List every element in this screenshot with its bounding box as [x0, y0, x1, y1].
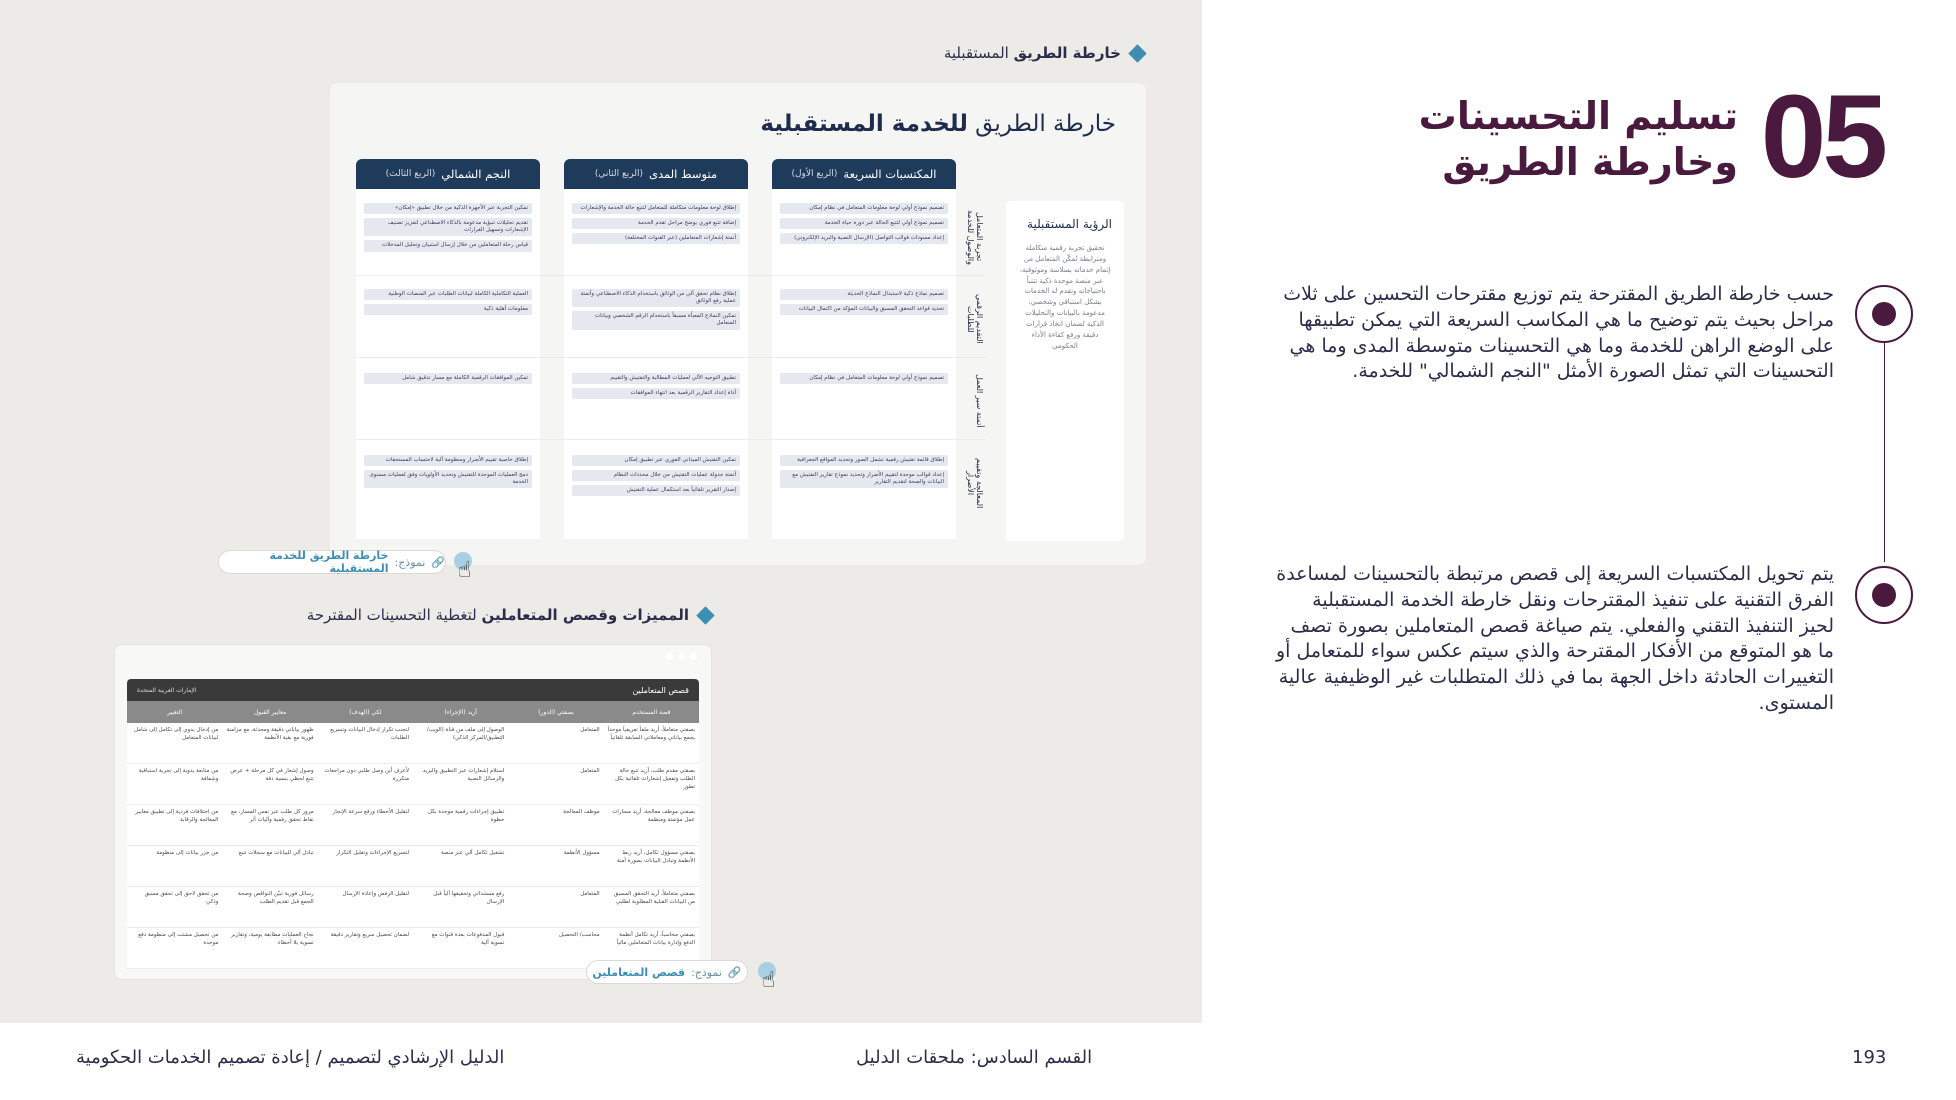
table-cell: بصفتي موظف معالجة، أريد مسارات عمل مؤتمتة ومنظمة: [612, 809, 695, 823]
phase-name: متوسط المدى: [648, 167, 718, 181]
hand-cursor-icon: ☝: [762, 968, 776, 993]
timeline-bullet: [1855, 566, 1913, 624]
table-cell: رسائل فورية تبيّن النواقص وصحة الجمع قبل تقديم الطلب: [237, 891, 314, 905]
table-cell: بصفتي متعاملاً، أريد التحقق المسبق من البيانات القبلية المطلوبة لطلبي: [613, 891, 695, 905]
section-title-line1: تسليم التحسينات: [1418, 94, 1738, 138]
col-header: أريد (الإجراء): [444, 708, 477, 716]
vision-title: الرؤية المستقبلية: [1027, 217, 1112, 231]
table-cell: استلام إشعارات عبر التطبيق والبريد والرسائل النصية: [422, 768, 505, 782]
roadmap-cell: [572, 455, 740, 496]
row-separator: [356, 439, 986, 440]
table-cell: رفع مستنداتي وتحقيقها آلياً قبل الإرسال: [433, 891, 505, 905]
table-cell: لتجنب تكرار إدخال البيانات وتسريع الطلبات: [330, 727, 410, 741]
col-header: بصفتي (الدور): [538, 708, 574, 716]
phase-sub: (الربع الثالث): [385, 169, 436, 179]
page-number: 193: [1852, 1047, 1887, 1068]
section-number: 05: [1760, 71, 1884, 203]
roadmap-item: إطلاق قائمة تفتيش رقمية تشمل الصور وتحديد المواقع الجغرافية: [780, 455, 948, 466]
roadmap-item: تصميم نماذج ذكية لاستبدال النماذج الحديثة: [780, 289, 948, 300]
paragraph-stories: يتم تحويل المكتسبات السريعة إلى قصص مرتبطة بالتحسينات لمساعدة الفرق التقنية على تنفيذ المقترحات ونقل خارطة الخدمة المستقبلية لحيز التنفيذ التقني والفعلي. يتم صياغة قصص المتعاملين بصورة تصف ما هو المتوقع من الأفكار المقترحة والذي سيتم عكس سواء للمتعامل أو التغييرات الحادثة داخل الجهة بما في ذلك المتطلبات غير الوظيفية عالية المستوى.: [1275, 563, 1834, 715]
table-cell: من جزر بيانات إلى منظومة: [156, 850, 219, 856]
table-cell: بصفتي مقدم طلب، أريد تتبع حالة الطلب وتفعيل إشعارات تلقائية بكل تطور: [615, 768, 695, 790]
roadmap-item: تحديد قواعد التحقق المسبق والبيانات المؤكد من اكتمال البيانات: [780, 304, 948, 315]
table-cell: وصول إشعار في كل مرحلة + عرض تتبع لحظي بنسبة دقة: [230, 768, 314, 782]
col-header: معايير القبول: [253, 708, 287, 716]
stories-header: [127, 701, 699, 723]
roadmap-item: إطلاق لوحة معلومات متكاملة للمتعامل لتتبع حالة الخدمة والإشعارات: [572, 203, 740, 214]
section-stories-rest: لتغطية التحسينات المقترحة: [306, 606, 477, 624]
roadmap-cell: [780, 373, 948, 384]
row-label: التقديم الرقمي للطلبات: [966, 294, 984, 344]
table-row: [127, 723, 699, 764]
table-row: [127, 846, 699, 887]
timeline-bullet: [1855, 285, 1913, 343]
diamond-icon: [1128, 44, 1146, 62]
row-separator: [356, 357, 986, 358]
roadmap-title-bold: للخدمة المستقبلية: [760, 111, 968, 137]
table-cell: من إدخال يدوي إلى تكامل إلى شامل لبيانات المتعامل: [133, 727, 219, 741]
table-cell: لأعرف أين وصل طلبي دون مراجعات متكررة: [324, 768, 410, 782]
pill-bold: قصص المتعاملين: [592, 965, 686, 979]
footer: [0, 1023, 1956, 1100]
table-row: [127, 764, 699, 805]
table-row: [127, 805, 699, 846]
stories-title-bar: [127, 679, 699, 701]
table-cell: بصفتي متعاملاً، أريد ملفاً تعريفياً موحداً يجمع بياناتي ومعاملاتي السابقة تلقائياً: [607, 727, 695, 741]
table-cell: من تحصيل مشتت إلى منظومة دفع موحدة: [138, 932, 219, 946]
pill-prefix: نموذج:: [394, 555, 426, 569]
roadmap-item: أداة إعداد التقارير الرقمية بعد انتهاء الموافقات: [572, 388, 740, 399]
roadmap-cell: [364, 203, 532, 252]
vision-box: [1006, 201, 1124, 541]
roadmap-item: إعداد مسودات قوالب التواصل (الإرسال النصية والبريد الإلكتروني): [780, 233, 948, 244]
phase-sub: (الربع الثاني): [594, 169, 643, 179]
table-cell: لتسريع الإجراءات وتقليل التكرار: [336, 850, 410, 856]
col-header: لكي (الهدف): [349, 708, 382, 716]
roadmap-cell: [364, 289, 532, 315]
phase-head-north-star: [356, 159, 540, 189]
col-header: التغيير: [167, 708, 183, 716]
roadmap-cell: [780, 289, 948, 315]
roadmap-cell: [364, 455, 532, 488]
phase-head-quick-wins: [772, 159, 956, 189]
roadmap-cell: [572, 203, 740, 244]
section-roadmap-bold: خارطة الطريق: [1013, 44, 1121, 62]
table-cell: لضمان تحصيل سريع وتقارير دقيقة: [330, 932, 410, 938]
roadmap-item: العملية التكاملية الكاملة لبيانات الطلبات عبر المنصات الوطنية: [364, 289, 532, 300]
roadmap-item: تصميم نموذج أولي لتتبع الحالة عبر دورة حياة الخدمة: [780, 218, 948, 229]
window-dots: [666, 653, 697, 660]
roadmap-item: إطلاق نظام تحقق آلي من الوثائق باستخدام الذكاء الاصطناعي وأتمتة عملية رفع الوثائق: [572, 289, 740, 307]
table-cell: مرور كل طلب عبر نفس المسار، مع نقاط تحقق رقمية وآليات أثر: [230, 809, 314, 823]
roadmap-item: أتمتة جدولة عمليات التفتيش من خلال محددات النظام: [572, 470, 740, 481]
section-stories-bold: المميزات وقصص المتعاملين: [481, 606, 689, 624]
roadmap-cell: [364, 373, 532, 384]
roadmap-cell: [572, 373, 740, 399]
roadmap-item: تصميم نموذج أولي لوحة معلومات المتعامل في نظام إمكان: [780, 373, 948, 384]
roadmap-item: دمج العمليات الموحدة للتفتيش وتحديد الأولويات وفق لعمليات مستوى الخدمة: [364, 470, 532, 488]
table-cell: بصفتي مسؤول تكامل، أريد ربط الأنظمة وتبادل البيانات بصورة آمنة: [616, 850, 695, 864]
phase-name: المكتسبات السريعة: [843, 167, 937, 181]
roadmap-title-light: خارطة الطريق: [975, 111, 1116, 137]
table-cell: من متابعة يدوية إلى تجربة استباقية وشفافة: [138, 768, 219, 782]
table-cell: ظهور بياناتي دقيقة ومحدثة، مع مزامنة فورية مع بقية الأنظمة: [226, 727, 314, 741]
table-cell: بصفتي محاسباً، أريد تكامل أنظمة الدفع وإدارة بيانات المتعاملين مالياً: [616, 932, 695, 946]
roadmap-cell: [780, 455, 948, 488]
table-cell: تبادل آلي للبيانات مع سجلات تتبع: [238, 850, 314, 856]
table-cell: نجاح العمليات مطابقة يومية، وتقارير تسوية بلا أخطاء: [231, 932, 314, 946]
paragraph-roadmap: حسب خارطة الطريق المقترحة يتم توزيع مقترحات التحسين على ثلاث مراحل بحيث يتم توضيح ما هي المكاسب السريعة التي يمكن تطبيقها على الوضع الراهن للخدمة وما هي التحسينات متوسطة المدى وما هي التحسينات التي تمثل الصورة الأمثل "النجم الشمالي" للخدمة.: [1283, 283, 1834, 383]
footer-section: القسم السادس: ملحقات الدليل: [856, 1047, 1093, 1068]
hand-cursor-icon: ☝: [458, 558, 472, 583]
table-cell: تشغيل تكامل آلي عبر منصة: [440, 850, 505, 856]
section-stories-label: [307, 606, 712, 624]
section-roadmap-rest: المستقبلية: [943, 44, 1009, 62]
roadmap-item: قياس رحلة المتعاملين من خلال إرسال استبيان وتحليل المدخلات: [364, 240, 532, 251]
stories-card[interactable]: [114, 644, 712, 980]
table-row: [127, 887, 699, 928]
roadmap-item: أتمتة إشعارات المتعاملين (عبر القنوات المختلفة): [572, 233, 740, 244]
roadmap-item: معلومات أهلية ذكية: [364, 304, 532, 315]
roadmap-item: تطبيق التوجيه الآلي لعمليات المطالبة والتفتيش والتقييم: [572, 373, 740, 384]
phase-name: النجم الشمالي: [441, 167, 511, 181]
footer-guide: الدليل الإرشادي لتصميم / إعادة تصميم الخدمات الحكومية: [76, 1047, 505, 1068]
sample-stories-link[interactable]: [586, 960, 748, 984]
pill-prefix: نموذج:: [691, 965, 722, 979]
roadmap-cell: [572, 289, 740, 330]
table-cell: الوصول إلى ملف من قناة (الويب/التطبيق/المركز الذكي): [426, 727, 505, 741]
roadmap-card[interactable]: [330, 83, 1146, 565]
section-roadmap-label: [944, 44, 1144, 62]
section-title-line2: وخارطة الطريق: [1442, 139, 1738, 184]
roadmap-item: إضافة تتبع فوري يوضح مراحل تقدم الخدمة: [572, 218, 740, 229]
roadmap-item: تمكين التفتيش الميداني الفوري عبر تطبيق إمكان: [572, 455, 740, 466]
table-cell: محاسب/ التحصيل: [558, 932, 600, 938]
table-cell: من اختلافات فردية إلى تطبيق معايير المعالجة والرقابة: [135, 809, 219, 823]
roadmap-item: إعداد قوالب موحدة لتقييم الأضرار وتحديد نموذج تقارير التفتيش مع البيانات والصحة لتقديم التقارير: [780, 470, 948, 488]
roadmap-item: تمكين الموافقات الرقمية الكاملة مع مسار تدقيق شامل: [364, 373, 532, 384]
row-label: أتمتة سير العمل: [975, 374, 984, 428]
table-cell: موظف المعالجة: [563, 809, 600, 815]
row-separator: [356, 275, 986, 276]
table-cell: لتقليل الأخطاء ورفع سرعة الإنجاز: [332, 809, 410, 815]
row-label: المعالجة وتقييم الأضرار: [966, 457, 984, 509]
table-cell: لتقليل الرفض وإعادة الإرسال: [342, 891, 410, 897]
roadmap-item: تصميم نموذج أولي لوحة معلومات المتعامل في نظام إمكان: [780, 203, 948, 214]
roadmap-item: إطلاق خاصية تقييم الأضرار ومنظومة آلية لاحتساب المستحقات: [364, 455, 532, 466]
table-cell: المتعامل: [580, 891, 600, 897]
vision-text: تحقيق تجربة رقمية متكاملة ومترابطة تُمكّن المتعامل من إتمام خدماته بسلاسة وموثوقية، عبر منصة موحدة ذكية تتنبأ باحتياجاته وتقدم له الخدمات بشكل استباقي وشخصي، مدعومة بالبيانات والتحليلات الذكية لضمان اتخاذ قرارات دقيقة ورفع كفاءة الأداء الحكومي: [1019, 244, 1111, 350]
roadmap-item: تمكين التجربة عبر الأجهزة الذكية من خلال تطبيق «إمكان»: [364, 203, 532, 214]
roadmap-item: تقديم تحليلات تنبؤية مدعومة بالذكاء الاصطناعي لتعزيز تصنيف الإشعارات وتسهيل القرارات: [364, 218, 532, 236]
link-icon: 🔗: [431, 555, 445, 569]
timeline-line: [1884, 342, 1885, 562]
table-cell: من تحقق لاحق إلى تحقق مسبق وذكي: [144, 891, 219, 905]
table-cell: مسؤول الأنظمة: [563, 850, 600, 856]
roadmap-item: إصدار التقرير تلقائياً بعد استكمال عملية التفتيش: [572, 485, 740, 496]
roadmap-cell: [780, 203, 948, 244]
table-cell: تطبيق إجراءات رقمية موحدة بكل خطوة: [427, 809, 505, 823]
phase-head-mid-term: [564, 159, 748, 189]
table-cell: المتعامل: [580, 768, 600, 774]
emblem-logo: الإمارات العربية المتحدة: [137, 686, 197, 694]
table-cell: المتعامل: [580, 727, 600, 733]
stories-bar-title: قصص المتعاملين: [632, 685, 689, 695]
section-title: [1419, 94, 1738, 185]
link-icon: 🔗: [727, 965, 742, 979]
phase-sub: (الربع الأول): [791, 169, 838, 179]
col-header: قصة المستخدم: [632, 708, 671, 716]
row-label: تجربة المتعامل والوصول للخدمة: [966, 209, 984, 265]
sample-roadmap-link[interactable]: [218, 550, 446, 574]
stories-rows: [127, 723, 699, 969]
roadmap-item: تمكين النماذج المعبأة مسبقاً باستخدام الرقم الشخصي وبيانات المتعامل: [572, 311, 740, 329]
pill-bold: خارطة الطريق للخدمة المستقبلية: [269, 549, 389, 575]
table-cell: قبول المدفوعات بعدة قنوات مع تسوية آلية: [431, 932, 505, 946]
diamond-icon: [696, 606, 714, 624]
roadmap-title: [760, 111, 1116, 137]
